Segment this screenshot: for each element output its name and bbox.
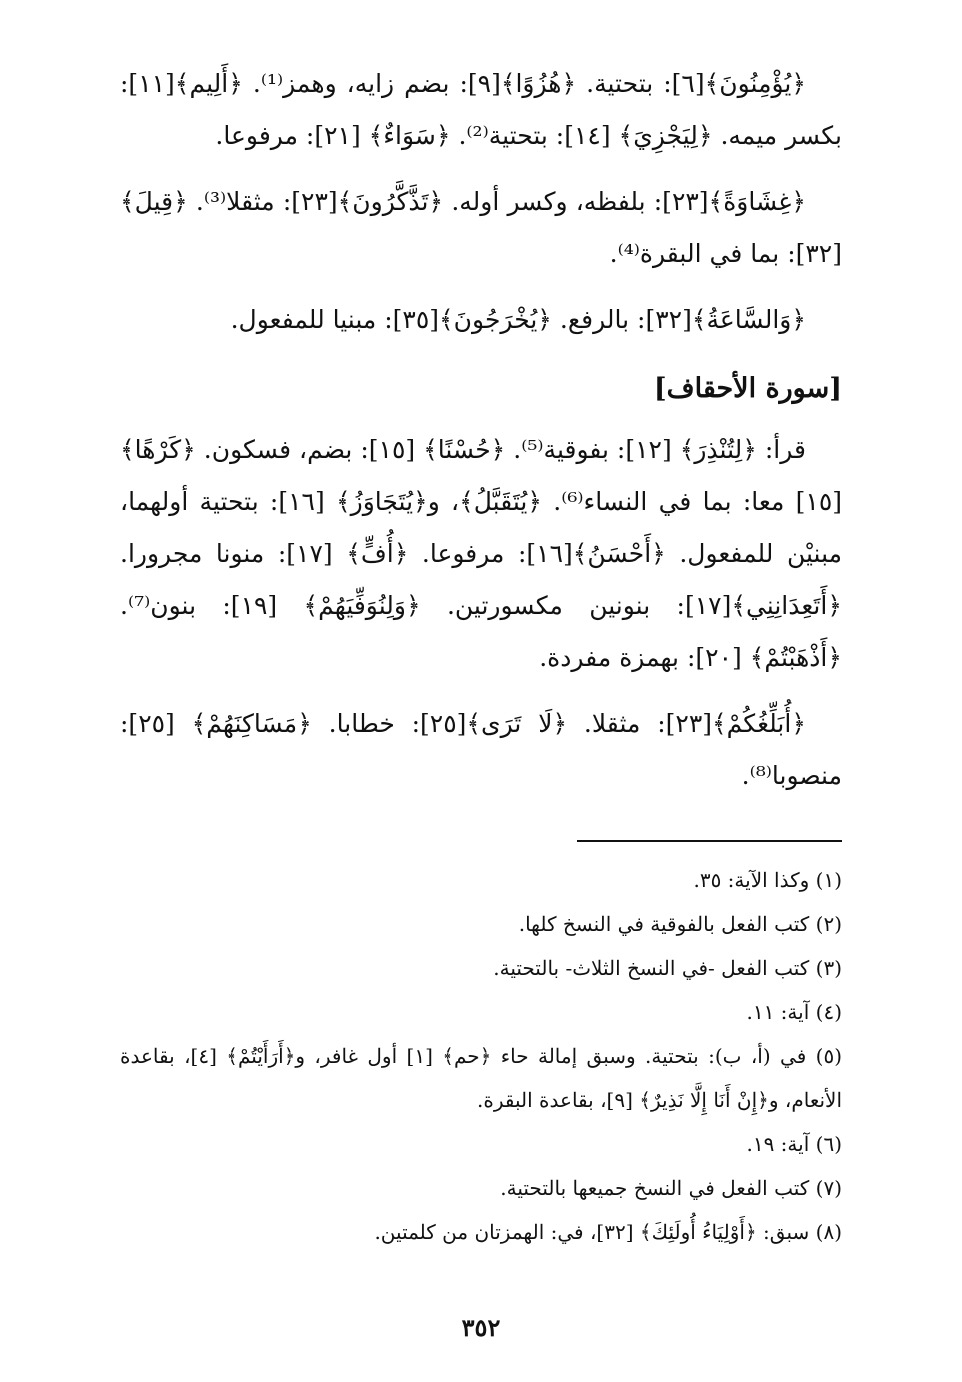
page-number: ٣٥٢ bbox=[461, 1313, 501, 1342]
footnote-separator bbox=[577, 840, 842, 842]
paragraph-3: ﴿وَالسَّاعَةُ﴾[٣٢]: بالرفع. ﴿يُخْرَجُونَ﴾[٣٥]: مبنيا للمفعول. bbox=[230, 305, 806, 334]
footnotes bbox=[120, 858, 842, 1254]
paragraph-1: ﴿يُؤْمِنُونَ﴾[٦]: بتحتية. ﴿هُزُوًا﴾[٩]: بضم زايه، وهمز⁽¹⁾. ﴿أَلِيم﴾[١١]: بكسر ميمه. ﴿لِيَجْزِيَ﴾ [١٤]: بتحتية⁽²⁾. ﴿سَوَاءٌ﴾ [٢١]: مرفوعا. bbox=[120, 69, 842, 150]
paragraph-5: ﴿أُبَلِّغُكُمْ﴾[٢٣]: مثقلا. ﴿لَا تَرَى﴾[٢٥]: خطابا. ﴿مَسَاكِنَهُمْ﴾ [٢٥]: منصوبا⁽⁸⁾. bbox=[120, 709, 842, 790]
footnote-separator-wrap bbox=[120, 816, 842, 858]
paragraph-2: ﴿غِشَاوَةً﴾[٢٣]: بلفظه، وكسر أوله. ﴿تَذَّكَّرُونَ﴾[٢٣]: مثقلا⁽³⁾. ﴿قِيلَ﴾[٣٢]: بما في البقرة⁽⁴⁾. bbox=[120, 187, 842, 268]
paragraph-4: قرأ: ﴿لِتُنْذِرَ﴾ [١٢]: بفوقية⁽⁵⁾. ﴿حُسْنًا﴾ [١٥]: بضم، فسكون. ﴿كَرْهًا﴾ [١٥] معا: بما في النساء⁽⁶⁾. ﴿يُتَقَبَّلُ﴾، و﴿يُتَجَاوَزُ﴾ [١٦]: بتحتية أولهما، مبنيْن للمفعول. ﴿أَحْسَنُ﴾[١٦]: مرفوعا. ﴿أُفٍّ﴾ [١٧]: منونا مجرورا. ﴿أَتَعِدَانِنِي﴾[١٧]: بنونين مكسورتين. ﴿وَلِنُوَفِّيَهُمْ﴾ [١٩]: بنون⁽⁷⁾. ﴿أَذْهَبْتُمْ﴾ [٢٠]: بهمزة مفردة. bbox=[120, 435, 843, 672]
footnote-2: (٢) كتب الفعل بالفوقية في النسخ كلها. bbox=[518, 912, 842, 936]
footnote-8: (٨) سبق: ﴿أَوْلِيَاءُ أُولَئِكَ﴾ [٣٢]، في: الهمزتان من كلمتين. bbox=[374, 1220, 842, 1244]
footnote-5: (٥) في (أ، ب): بتحتية. وسبق إمالة حاء ﴿حم﴾ [١] أول غافر، و﴿أَرَأَيْتُمْ﴾ [٤]، بقاعدة الأنعام، و﴿إِنْ أَنَا إِلَّا نَذِيرٌ﴾ [٩]، بقاعدة البقرة. bbox=[120, 1044, 842, 1112]
footnote-7: (٧) كتب الفعل في النسخ جميعها بالتحتية. bbox=[500, 1176, 842, 1200]
footnote-6: (٦) آية: ١٩. bbox=[746, 1132, 842, 1156]
footnote-3: (٣) كتب الفعل -في النسخ الثلاث- بالتحتية. bbox=[493, 956, 842, 980]
surah-heading: [سورة الأحقاف] bbox=[653, 373, 842, 404]
page-body bbox=[120, 58, 842, 1342]
footnote-4: (٤) آية: ١١. bbox=[746, 1000, 842, 1024]
footnote-1: (١) وكذا الآية: ٣٥. bbox=[693, 868, 842, 892]
